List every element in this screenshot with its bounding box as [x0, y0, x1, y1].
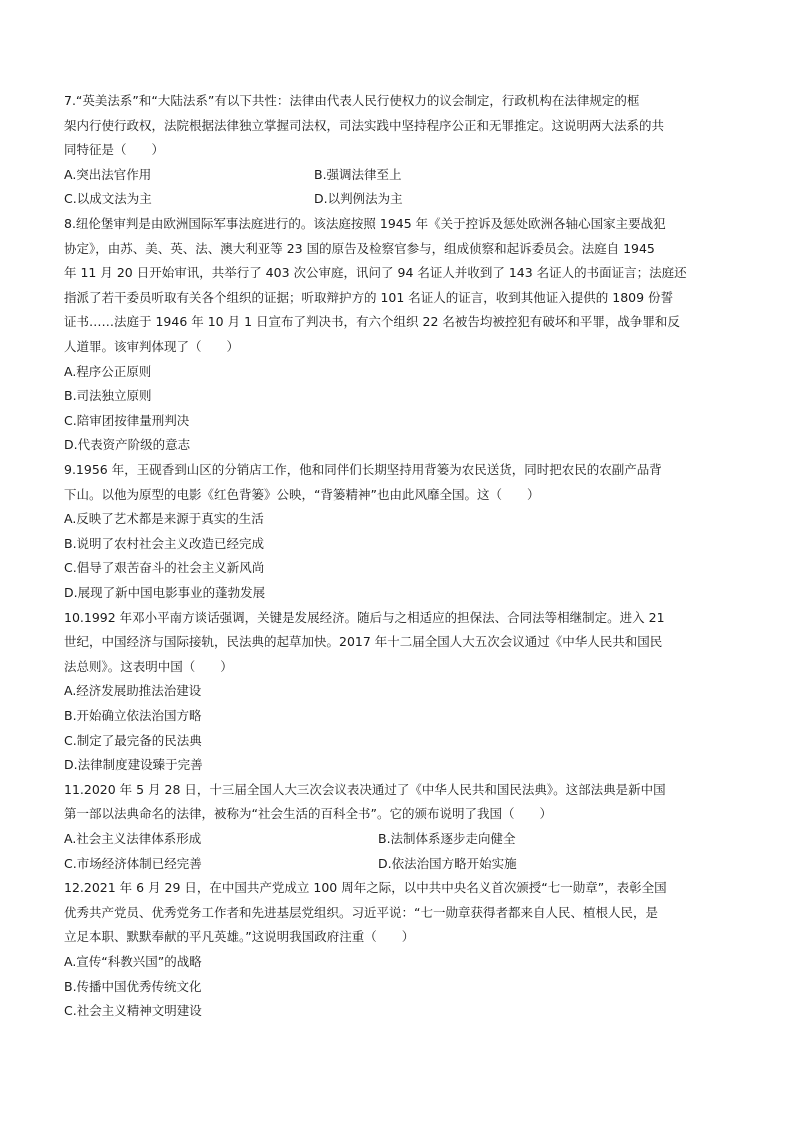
q7-stem-line-1: 7.“英美法系”和“大陆法系”有以下共性：法律由代表人民行使权力的议会制定，行政机构在法律规定的框 — [64, 93, 640, 108]
q9-option-c: C.倡导了艰苦奋斗的社会主义新风尚 — [64, 560, 265, 575]
q7-option-b: B.强调法律至上 — [314, 167, 402, 182]
q11-stem-line-2: 第一部以法典命名的法律，被称为“社会生活的百科全书”。它的颁布说明了我国（ ） — [64, 806, 552, 821]
q7-option-d: D.以判例法为主 — [314, 191, 403, 206]
q10-option-a: A.经济发展助推法治建设 — [64, 683, 202, 698]
q11-option-b: B.法制体系逐步走向健全 — [378, 831, 516, 846]
q12-option-c: C.社会主义精神文明建设 — [64, 1003, 202, 1018]
q8-stem-line-5: 证书……法庭于 1946 年 10 月 1 日宣布了判决书，有六个组织 22 名被告均被控犯有破坏和平罪，战争罪和反 — [64, 314, 680, 329]
q9-option-b: B.说明了农村社会主义改造已经完成 — [64, 536, 265, 551]
q12-stem-line-3: 立足本职、默默奉献的平凡英雄。”这说明我国政府注重（ ） — [64, 929, 415, 944]
q12-option-b: B.传播中国优秀传统文化 — [64, 979, 202, 994]
q11-option-a: A.社会主义法律体系形成 — [64, 831, 202, 846]
q8-stem-line-1: 8.纽伦堡审判是由欧洲国际军事法庭进行的。该法庭按照 1945 年《关于控诉及惩处欧洲各轴心国家主要战犯 — [64, 216, 666, 231]
q10-option-c: C.制定了最完备的民法典 — [64, 733, 202, 748]
q10-stem-line-1: 10.1992 年邓小平南方谈话强调，关键是发展经济。随后与之相适应的担保法、合同法等相继制定。进入 21 — [64, 610, 665, 625]
q10-stem-line-2: 世纪，中国经济与国际接轨，民法典的起草加快。2017 年十二届全国人大五次会议通过《中华人民共和国民 — [64, 634, 663, 649]
q8-option-b: B.司法独立原则 — [64, 388, 152, 403]
q10-stem-line-3: 法总则》。这表明中国（ ） — [64, 659, 233, 674]
q8-stem-line-2: 协定》，由苏、美、英、法、澳大利亚等 23 国的原告及检察官参与，组成侦察和起诉委员会。法庭自 1945 — [64, 241, 655, 256]
q7-option-a: A.突出法官作用 — [64, 167, 152, 182]
q9-stem-line-2: 下山。以他为原型的电影《红色背篓》公映，“背篓精神”也由此风靡全国。这（ ） — [64, 487, 540, 502]
q7-stem-line-2: 架内行使行政权，法院根据法律独立掌握司法权，司法实践中坚持程序公正和无罪推定。这说明两大法系的共 — [64, 118, 665, 133]
q8-stem-line-3: 年 11 月 20 日开始审讯，共举行了 403 次公审庭，讯问了 94 名证人并收到了 143 名证人的书面证言；法庭还 — [64, 265, 687, 280]
q11-option-d: D.依法治国方略开始实施 — [378, 856, 517, 871]
q10-option-b: B.开始确立依法治国方略 — [64, 708, 202, 723]
q9-option-a: A.反映了艺术都是来源于真实的生活 — [64, 511, 264, 526]
q11-stem-line-1: 11.2020 年 5 月 28 日，十三届全国人大三次会议表决通过了《中华人民共和国民法典》。这部法典是新中国 — [64, 782, 666, 797]
q8-option-a: A.程序公正原则 — [64, 364, 152, 379]
q9-option-d: D.展现了新中国电影事业的蓬勃发展 — [64, 585, 266, 600]
q9-stem-line-1: 9.1956 年，王砚香到山区的分销店工作，他和同伴们长期坚持用背篓为农民送货，同时把农民的农副产品背 — [64, 462, 662, 477]
q8-stem-line-6: 人道罪。该审判体现了（ ） — [64, 339, 240, 354]
q8-option-c: C.陪审团按律量刑判决 — [64, 413, 190, 428]
q12-stem-line-1: 12.2021 年 6 月 29 日，在中国共产党成立 100 周年之际，以中共中央名义首次颁授“七一勋章”，表彰全国 — [64, 880, 667, 895]
q8-stem-line-4: 指派了若干委员听取有关各个组织的证据；听取辩护方的 101 名证人的证言，收到其他证入提供的 1809 份誓 — [64, 290, 674, 305]
q10-option-d: D.法律制度建设臻于完善 — [64, 757, 203, 772]
q7-stem-line-3: 同特征是（ ） — [64, 142, 165, 157]
q7-option-c: C.以成文法为主 — [64, 191, 152, 206]
q11-option-c: C.市场经济体制已经完善 — [64, 856, 202, 871]
q8-option-d: D.代表资产阶级的意志 — [64, 437, 191, 452]
q12-option-a: A.宣传“科教兴国”的战略 — [64, 954, 202, 969]
q12-stem-line-2: 优秀共产党员、优秀党务工作者和先进基层党组织。习近平说：“七一勋章获得者都来自人民、植根人民，是 — [64, 905, 658, 920]
